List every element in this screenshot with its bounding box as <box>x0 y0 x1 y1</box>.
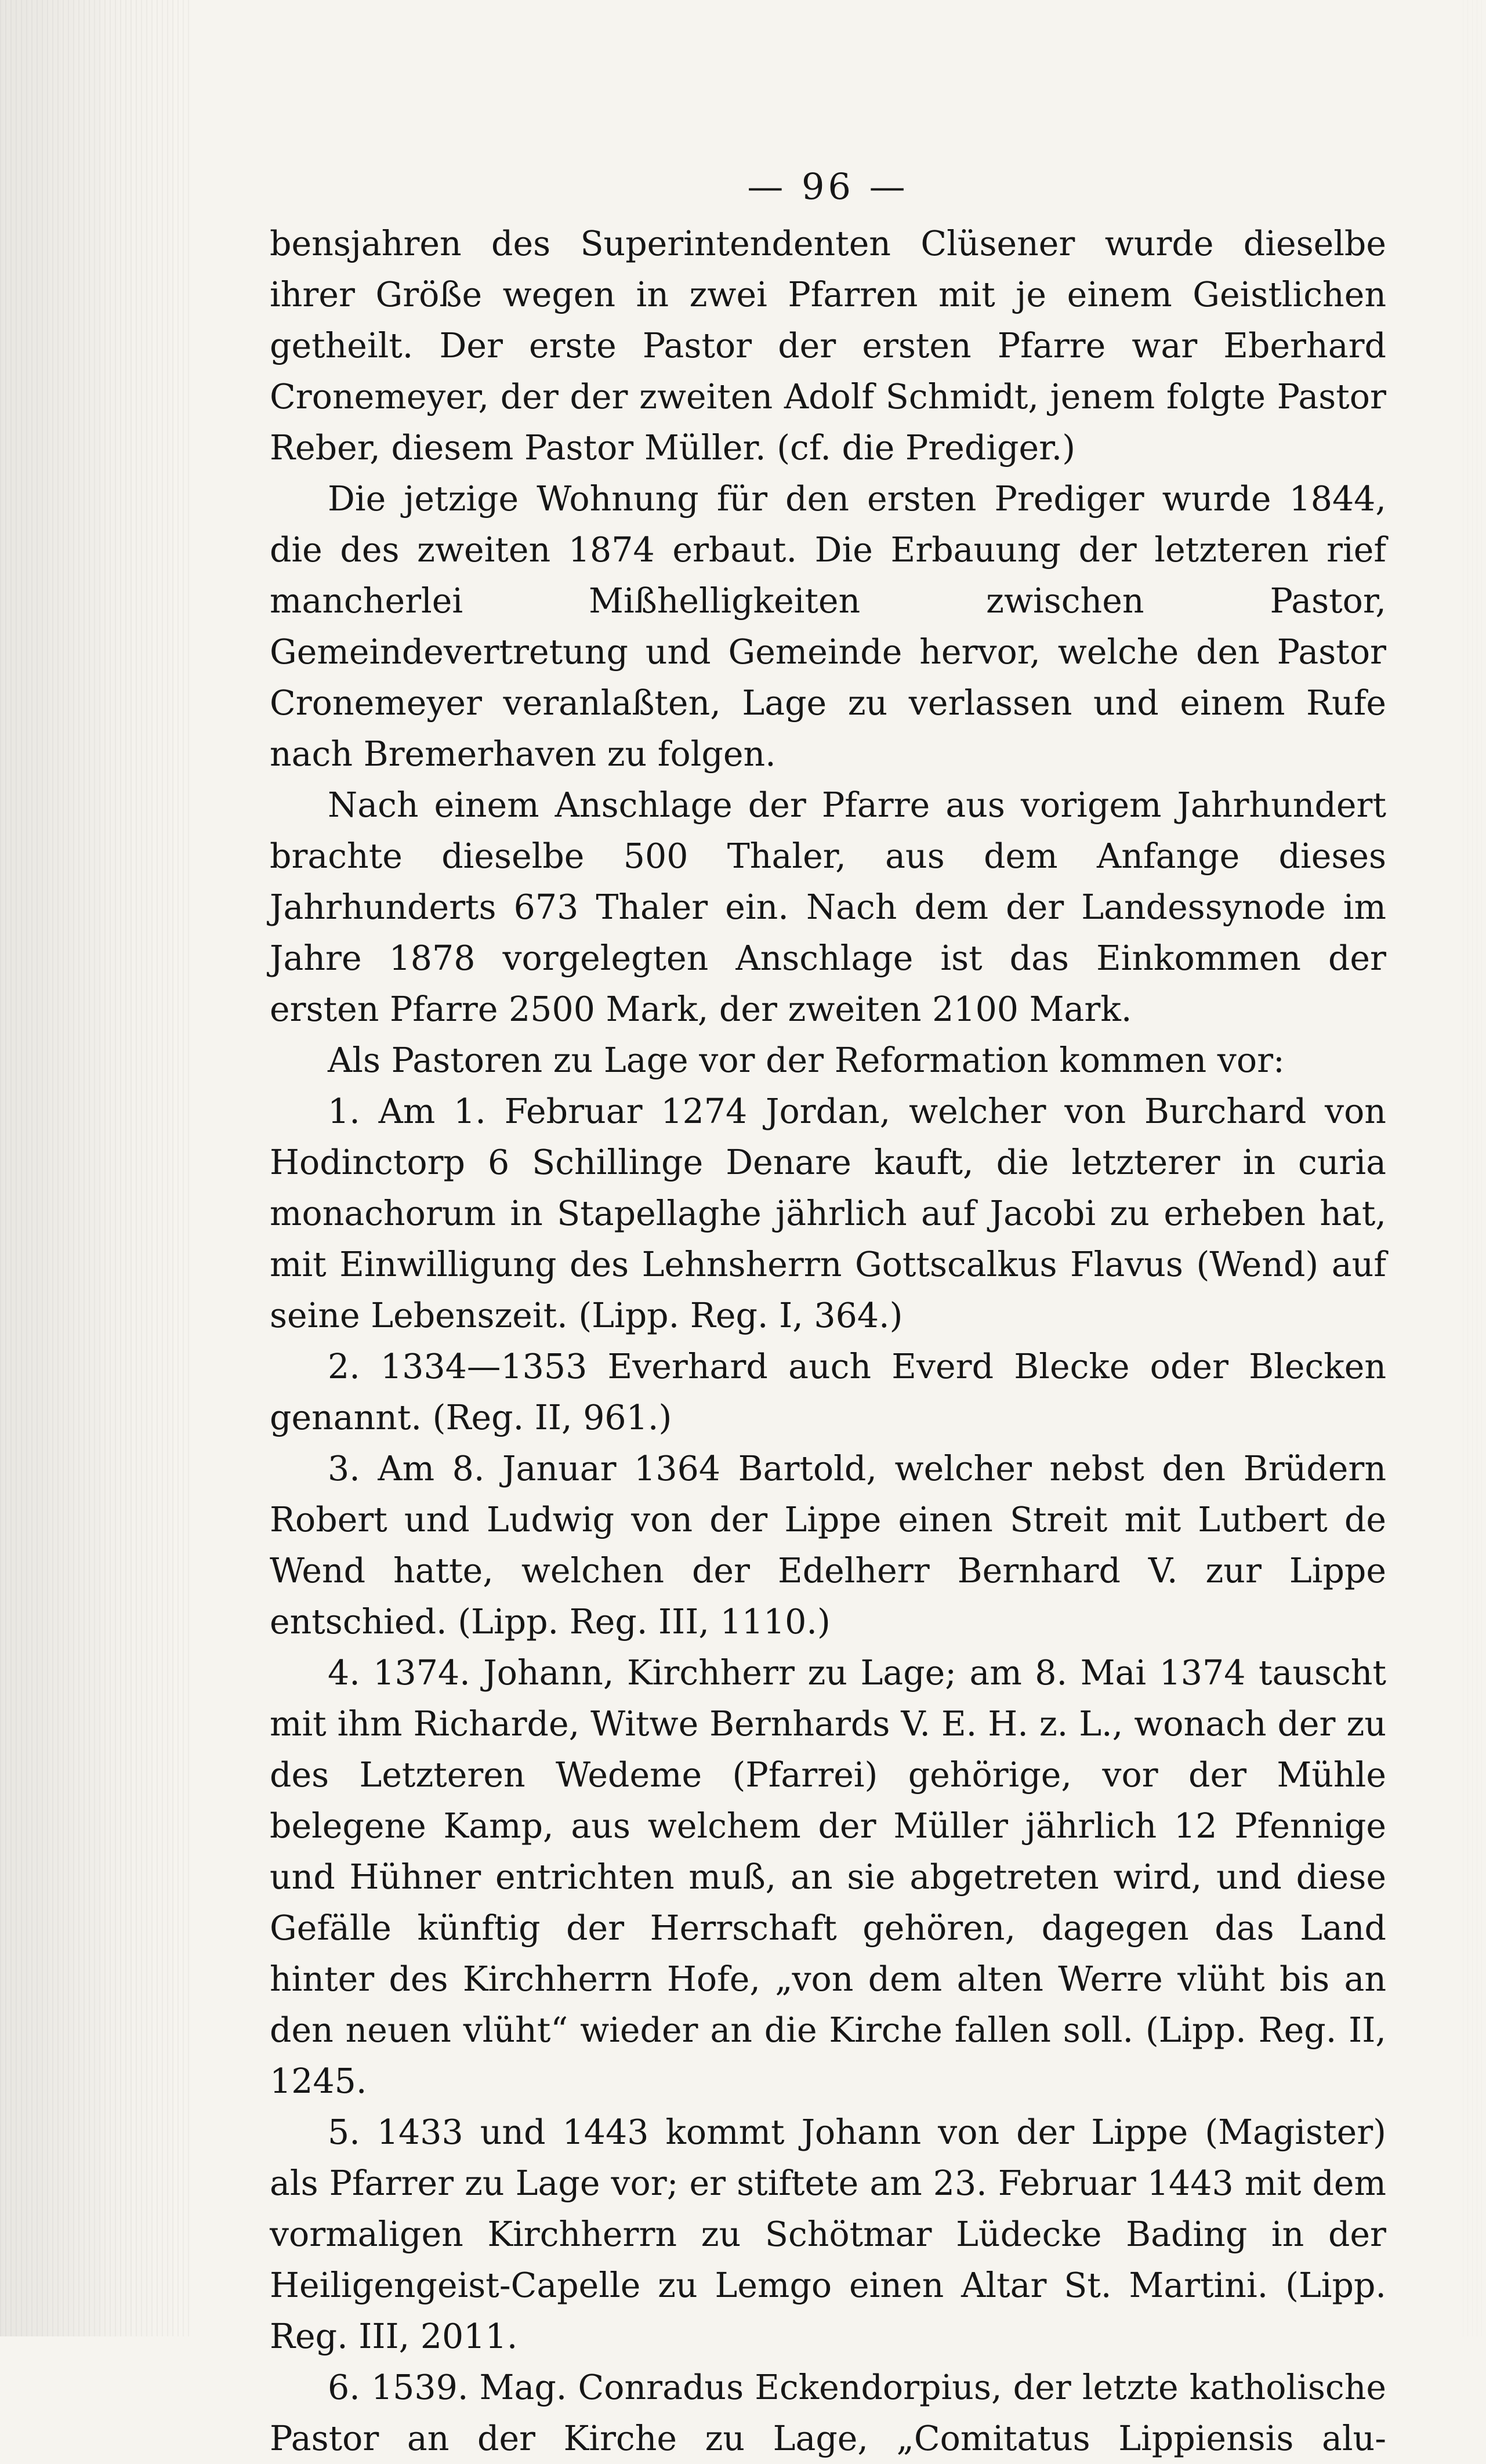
pastor-entry-5: 5. 1433 und 1443 kommt Johann von der Lippe (Magister) als Pfarrer zu Lage vor; er stiftete am 23. Februar 1443 mit dem vormaligen Kirchherrn zu Schötmar Lüdecke Bading in der Heiligengeist-Capelle zu Lemgo einen Altar St. Martini. (Lipp. Reg. III, 2011. <box>270 2112 1386 2356</box>
pastor-entry-2: 2. 1334—1353 Everhard auch Everd Blecke oder Blecken genannt. (Reg. II, 961.) <box>270 1347 1386 1437</box>
paragraph-3: Nach einem Anschlage der Pfarre aus vorigem Jahrhundert brachte dieselbe 500 Thaler, aus dem Anfange dieses Jahrhunderts 673 Thaler ein. Nach dem der Landessynode im Jahre 1878 vorgelegten Anschlage ist das Einkommen der ersten Pfarre 2500 Mark, der zweiten 2100 Mark. <box>270 785 1386 1029</box>
pastor-entry-4: 4. 1374. Johann, Kirchherr zu Lage; am 8. Mai 1374 tauscht mit ihm Richarde, Witwe Bernhards V. E. H. z. L., wonach der zu des Letzteren Wedeme (Pfarrei) gehörige, vor der Mühle belegene Kamp, aus welchem der Müller jährlich 12 Pfennige und Hühner entrichten muß, an sie abgetreten wird, und diese Gefälle künftig der Herrschaft gehören, dagegen das Land hinter des Kirchherrn Hofe, „von dem alten Werre vlüht bis an den neuen vlüht“ wieder an die Kirche fallen soll. (Lipp. Reg. II, 1245. <box>270 1653 1386 2101</box>
book-page <box>270 165 1386 2464</box>
paragraph-4: Als Pastoren zu Lage vor der Reformation kommen vor: <box>328 1041 1285 1080</box>
page-number: — 96 — <box>747 165 909 208</box>
paragraph-2: Die jetzige Wohnung für den ersten Prediger wurde 1844, die des zweiten 1874 erbaut. Die Erbauung der letzteren rief mancherlei Mißhelligkeiten zwischen Pastor, Gemeindevertretung und Gemeinde hervor, welche den Pastor Cronemeyer veranlaßten, Lage zu verlassen und einem Rufe nach Bremerhaven zu folgen. <box>270 479 1386 774</box>
pastor-entry-3: 3. Am 8. Januar 1364 Bartold, welcher nebst den Brüdern Robert und Ludwig von der Lippe einen Streit mit Lutbert de Wend hatte, welchen der Edelherr Bernhard V. zur Lippe entschied. (Lipp. Reg. III, 1110.) <box>270 1449 1386 1642</box>
scan-edge-shadow <box>1463 0 1486 2336</box>
paragraph-1: bensjahren des Superintendenten Clüsener wurde dieselbe ihrer Größe wegen in zwei Pfarren mit je einem Geistlichen getheilt. Der erste Pastor der ersten Pfarre war Eberhard Cronemeyer, der der zweiten Adolf Schmidt, jenem folgte Pastor Reber, diesem Pastor Müller. (cf. die Prediger.) <box>270 224 1386 468</box>
pastor-entry-1: 1. Am 1. Februar 1274 Jordan, welcher von Burchard von Hodinctorp 6 Schillinge Denare kauft, die letzterer in curia monachorum in Stapellaghe jährlich auf Jacobi zu erheben hat, mit Einwilligung des Lehnsherrn Gottscalkus Flavus (Wend) auf seine Lebenszeit. (Lipp. Reg. I, 364.) <box>270 1092 1386 1335</box>
scan-gutter-shadow <box>0 0 191 2336</box>
pastor-entry-6: 6. 1539. Mag. Conradus Eckendorpius, der letzte katholische Pastor an der Kirche zu Lage, „Comitatus Lippiensis alu- <box>270 2368 1386 2458</box>
